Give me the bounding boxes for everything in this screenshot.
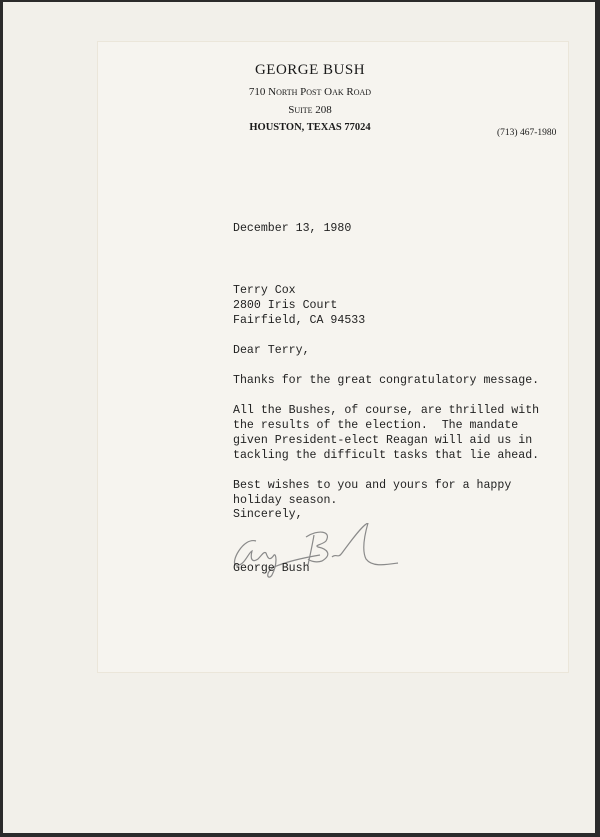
- paragraph-line: given President-elect Reagan will aid us in: [233, 434, 533, 447]
- letter-date: December 13, 1980: [233, 222, 352, 235]
- recipient-city: Fairfield, CA 94533: [233, 314, 366, 327]
- letterhead-name: GEORGE BUSH: [254, 62, 366, 78]
- paragraph-line: holiday season.: [233, 494, 338, 507]
- paragraph-line: tackling the difficult tasks that lie ahead.: [233, 449, 540, 462]
- closing: Sincerely,: [233, 508, 303, 521]
- paragraph-line: Thanks for the great congratulatory message.: [233, 374, 540, 387]
- letterhead-city: HOUSTON, TEXAS 77024: [249, 122, 371, 133]
- paragraph-line: Best wishes to you and yours for a happy: [233, 479, 512, 492]
- letterhead-phone: (713) 467-1980: [497, 128, 557, 138]
- paragraph-line: All the Bushes, of course, are thrilled with: [233, 404, 540, 417]
- signer-name: George Bush: [233, 562, 310, 575]
- recipient-name: Terry Cox: [233, 284, 296, 297]
- salutation: Dear Terry,: [233, 344, 310, 357]
- paragraph-line: the results of the election. The mandate: [233, 419, 519, 432]
- letterhead-street: 710 North Post Oak Road: [248, 86, 372, 98]
- recipient-street: 2800 Iris Court: [233, 299, 338, 312]
- letterhead-suite: Suite 208: [288, 104, 332, 116]
